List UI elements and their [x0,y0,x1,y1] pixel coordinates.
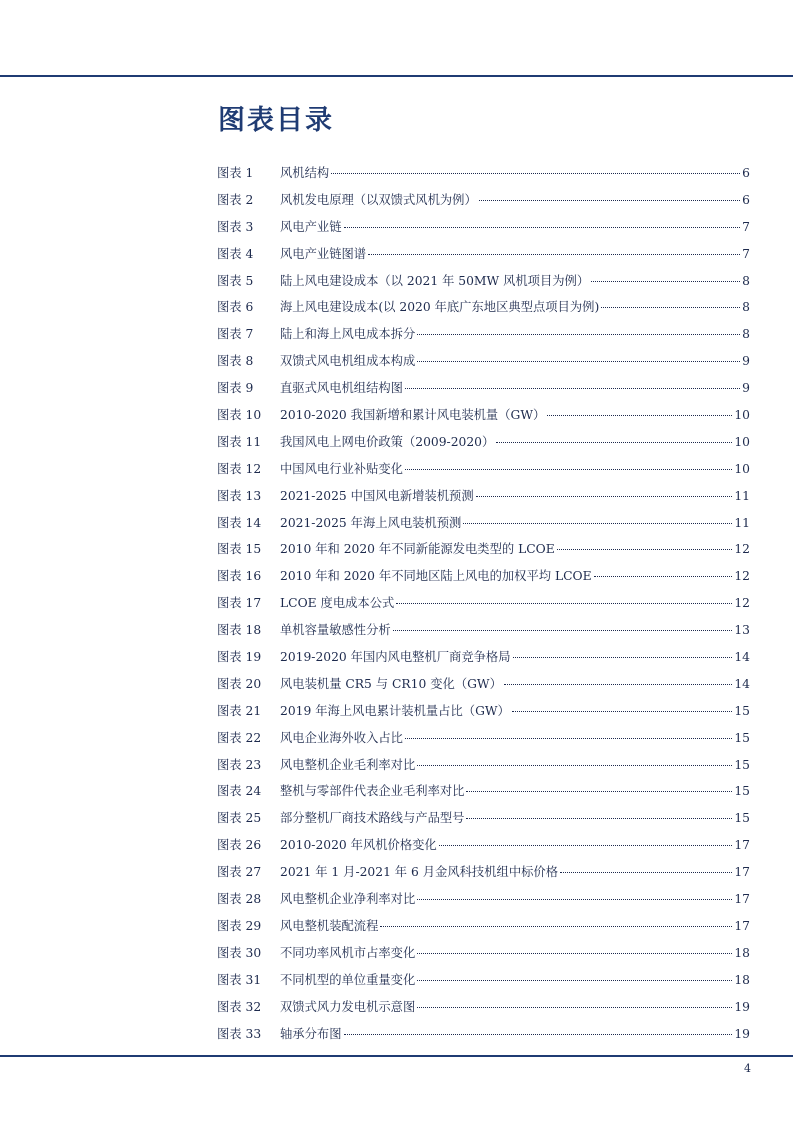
toc-entry-label: 图表 3 [217,219,254,234]
toc-entry[interactable] [217,994,750,1021]
toc-entry[interactable] [217,698,750,725]
toc-entry-page: 15 [734,730,750,745]
toc-entry-label: 图表 16 [217,569,262,584]
toc-entry-title: 2010-2020 年风机价格变化 [280,838,437,853]
toc-entry-title: 风电整机企业毛利率对比 [280,757,416,772]
toc-entry-page: 9 [742,354,750,369]
toc-entry[interactable] [217,536,750,563]
toc-entry-label: 图表 30 [217,945,262,960]
toc-entry-page: 15 [734,757,750,772]
toc-entry-title: 2019 年海上风电累计装机量占比（GW） [280,703,510,718]
toc-dot-leader [463,522,732,524]
figure-toc-list [217,160,750,1047]
toc-entry[interactable] [217,348,750,375]
toc-entry-page: 6 [742,166,750,180]
toc-entry-page: 8 [742,300,750,315]
toc-entry-page: 18 [734,945,750,960]
toc-entry-page: 8 [742,327,750,342]
page-title: 图表目录 [218,105,334,136]
toc-entry-label: 图表 10 [217,408,262,423]
toc-entry-label: 图表 5 [217,273,254,288]
toc-entry-page: 9 [742,381,750,396]
toc-entry[interactable] [217,725,750,752]
toc-dot-leader [512,710,733,712]
toc-entry[interactable] [217,268,750,295]
toc-entry-title: 2021-2025 中国风电新增装机预测 [280,488,474,503]
toc-entry[interactable] [217,671,750,698]
toc-entry-label: 图表 17 [217,596,262,611]
toc-entry-page: 10 [734,408,750,423]
toc-entry-title: 2019-2020 年国内风电整机厂商竞争格局 [280,650,511,665]
toc-entry-title: 风机结构 [280,166,330,180]
toc-dot-leader [557,548,733,550]
toc-dot-leader [417,979,732,981]
toc-entry-title: 不同机型的单位重量变化 [280,972,416,987]
toc-entry-title: 风机发电原理（以双馈式风机为例） [280,192,477,207]
toc-entry-page: 6 [742,192,750,207]
toc-entry-label: 图表 28 [217,892,262,907]
toc-entry-title: 中国风电行业补贴变化 [280,461,403,476]
toc-entry-page: 15 [734,784,750,799]
toc-dot-leader [496,441,732,443]
toc-dot-leader [396,602,732,604]
toc-entry[interactable] [217,967,750,994]
toc-entry-title: 陆上风电建设成本（以 2021 年 50MW 风机项目为例） [280,273,590,288]
toc-dot-leader [405,387,740,389]
toc-entry-page: 7 [742,246,750,261]
toc-dot-leader [417,333,740,335]
toc-entry-title: 陆上和海上风电成本拆分 [280,327,416,342]
toc-entry-label: 图表 33 [217,1026,262,1041]
toc-entry-page: 11 [734,515,750,530]
toc-dot-leader [476,495,733,497]
toc-entry-label: 图表 18 [217,623,262,638]
toc-entry-page: 10 [734,434,750,449]
toc-entry[interactable] [217,778,750,805]
toc-entry-label: 图表 24 [217,784,262,799]
toc-dot-leader [466,817,732,819]
toc-entry-label: 图表 7 [217,327,254,342]
toc-entry-label: 图表 12 [217,461,262,476]
toc-entry[interactable] [217,886,750,913]
toc-entry[interactable] [217,940,750,967]
toc-entry-page: 11 [734,488,750,503]
toc-dot-leader [344,226,741,228]
toc-entry-title: 轴承分布图 [280,1026,342,1041]
footer-rule [0,1055,793,1057]
toc-entry-page: 12 [734,596,750,611]
toc-entry-label: 图表 13 [217,488,262,503]
toc-entry-title: 2021-2025 年海上风电装机预测 [280,515,462,530]
toc-dot-leader [380,925,732,927]
toc-entry-label: 图表 1 [217,166,254,180]
toc-entry-title: 双馈式风电机组成本构成 [280,354,416,369]
toc-entry-title: 整机与零部件代表企业毛利率对比 [280,784,465,799]
toc-entry-page: 17 [734,838,750,853]
toc-entry-page: 15 [734,703,750,718]
toc-entry-title: 单机容量敏感性分析 [280,623,391,638]
toc-entry-title: 2010 年和 2020 年不同新能源发电类型的 LCOE [280,542,555,557]
toc-entry-label: 图表 25 [217,811,262,826]
toc-entry-page: 12 [734,569,750,584]
toc-entry[interactable] [217,563,750,590]
toc-entry-title: 不同功率风机市占率变化 [280,945,416,960]
toc-dot-leader [344,1033,733,1035]
toc-entry[interactable] [217,160,750,187]
toc-entry-title: LCOE 度电成本公式 [280,596,395,611]
toc-dot-leader [479,199,740,201]
toc-entry-title: 我国风电上网电价政策（2009-2020） [280,434,495,449]
toc-entry[interactable] [217,590,750,617]
toc-entry-title: 风电装机量 CR5 与 CR10 变化（GW） [280,676,502,691]
toc-entry[interactable] [217,456,750,483]
toc-entry-label: 图表 21 [217,703,262,718]
toc-entry[interactable] [217,510,750,537]
toc-entry-title: 直驱式风电机组结构图 [280,381,403,396]
page-number: 4 [744,1062,751,1075]
toc-entry[interactable] [217,241,750,268]
toc-entry[interactable] [217,832,750,859]
toc-entry[interactable] [217,375,750,402]
toc-entry-title: 海上风电建设成本(以 2020 年底广东地区典型点项目为例) [280,300,600,315]
toc-entry[interactable] [217,402,750,429]
toc-dot-leader [513,656,733,658]
toc-entry[interactable] [217,483,750,510]
toc-entry-label: 图表 26 [217,838,262,853]
toc-entry-page: 19 [734,999,750,1014]
toc-entry-page: 12 [734,542,750,557]
toc-dot-leader [466,790,732,792]
toc-entry[interactable] [217,294,750,321]
toc-dot-leader [405,468,732,470]
toc-dot-leader [405,737,732,739]
toc-entry[interactable] [217,752,750,779]
toc-entry-label: 图表 8 [217,354,254,369]
toc-dot-leader [504,683,732,685]
toc-entry[interactable] [217,617,750,644]
toc-dot-leader [417,898,732,900]
toc-entry-label: 图表 11 [217,434,262,449]
toc-entry-title: 风电整机装配流程 [280,918,379,933]
toc-dot-leader [417,360,740,362]
toc-entry-label: 图表 14 [217,515,262,530]
toc-entry-label: 图表 6 [217,300,254,315]
toc-entry-page: 14 [734,650,750,665]
toc-entry[interactable] [217,913,750,940]
toc-entry-title: 风电产业链 [280,219,342,234]
toc-dot-leader [560,871,732,873]
toc-dot-leader [393,629,733,631]
toc-entry-page: 19 [734,1026,750,1041]
toc-dot-leader [591,280,740,282]
toc-entry-label: 图表 32 [217,999,262,1014]
toc-entry-page: 7 [742,219,750,234]
toc-dot-leader [368,253,740,255]
toc-entry-page: 18 [734,972,750,987]
toc-dot-leader [417,764,732,766]
toc-entry-title: 风电企业海外收入占比 [280,730,403,745]
toc-entry[interactable] [217,187,750,214]
toc-entry-page: 14 [734,676,750,691]
toc-entry-label: 图表 9 [217,381,254,396]
toc-entry-title: 2010-2020 我国新增和累计风电装机量（GW） [280,408,546,423]
toc-entry[interactable] [217,321,750,348]
toc-entry-label: 图表 2 [217,192,254,207]
toc-entry[interactable] [217,805,750,832]
toc-entry-label: 图表 27 [217,865,262,880]
toc-entry-label: 图表 22 [217,730,262,745]
toc-entry-label: 图表 29 [217,918,262,933]
toc-entry-title: 2010 年和 2020 年不同地区陆上风电的加权平均 LCOE [280,569,592,584]
toc-entry-title: 部分整机厂商技术路线与产品型号 [280,811,465,826]
toc-dot-leader [417,1006,732,1008]
toc-dot-leader [439,844,733,846]
toc-dot-leader [547,414,732,416]
toc-entry-title: 双馈式风力发电机示意图 [280,999,416,1014]
toc-dot-leader [601,306,740,308]
toc-entry[interactable] [217,859,750,886]
toc-entry-title: 2021 年 1 月-2021 年 6 月金风科技机组中标价格 [280,865,559,880]
toc-entry-page: 17 [734,918,750,933]
toc-entry-label: 图表 23 [217,757,262,772]
toc-entry-page: 15 [734,811,750,826]
toc-entry[interactable] [217,429,750,456]
toc-entry-label: 图表 19 [217,650,262,665]
toc-entry-title: 风电整机企业净利率对比 [280,892,416,907]
toc-entry[interactable] [217,214,750,241]
toc-entry-page: 8 [742,273,750,288]
toc-dot-leader [594,575,733,577]
toc-entry[interactable] [217,644,750,671]
toc-dot-leader [331,172,740,174]
toc-entry-label: 图表 4 [217,246,254,261]
toc-entry-page: 17 [734,865,750,880]
toc-dot-leader [417,952,732,954]
toc-entry-page: 13 [734,623,750,638]
toc-entry-label: 图表 31 [217,972,262,987]
toc-entry-page: 10 [734,461,750,476]
toc-entry[interactable] [217,1021,750,1048]
toc-entry-page: 17 [734,892,750,907]
toc-entry-label: 图表 20 [217,676,262,691]
header-rule [0,75,793,77]
toc-entry-title: 风电产业链图谱 [280,246,367,261]
toc-entry-label: 图表 15 [217,542,262,557]
